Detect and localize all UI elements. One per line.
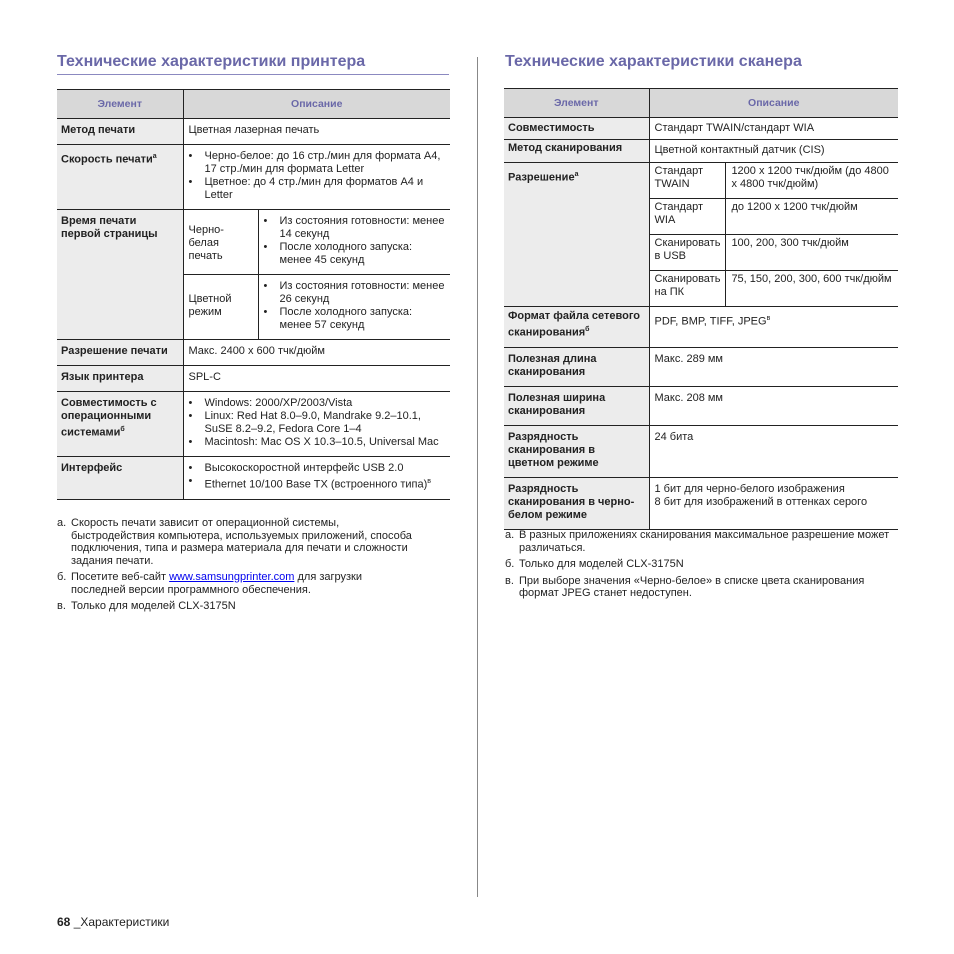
footnote bbox=[57, 517, 417, 567]
footnote-ref: а bbox=[574, 171, 579, 178]
header-description: Описание bbox=[183, 90, 450, 119]
item-key: Черно-белое bbox=[204, 150, 271, 162]
item-text: : до 4 стр./мин для форматов A4 и Letter bbox=[204, 176, 424, 201]
footnote-marker: б. bbox=[505, 558, 515, 570]
footnote-ref: в bbox=[427, 478, 432, 485]
mode-name: Цветной режим bbox=[183, 275, 258, 340]
printer-footnotes bbox=[57, 517, 417, 613]
footnote-text: Скорость печати зависит от операционной системы, быстродействия компьютера, используемых приложений, способа подключения, типа и размера материала для печати и сложности задания печати. bbox=[71, 517, 412, 567]
row-value: Макс. 208 мм bbox=[649, 386, 898, 425]
row-value: Макс. 289 мм bbox=[649, 347, 898, 386]
footnote bbox=[505, 558, 895, 571]
table-row bbox=[504, 307, 898, 348]
sub-value: до 1200 x 1200 тчк/дюйм bbox=[726, 199, 898, 235]
footnote-text: При выборе значения «Черно-белое» в списке цвета сканирования формат JPEG станет недоступен. bbox=[519, 574, 865, 599]
footnote bbox=[505, 529, 895, 554]
column-divider bbox=[477, 57, 478, 897]
row-label: Разрядность сканирования в черно-белом режиме bbox=[504, 477, 649, 529]
row-value: 24 бита bbox=[649, 425, 898, 477]
header-element: Элемент bbox=[504, 89, 649, 118]
row-value: 1 бит для черно-белого изображения bbox=[654, 482, 845, 495]
item-text: : до 16 стр./мин для формата A4, 17 стр./мин для формата Letter bbox=[204, 150, 441, 175]
page-number: 68 bbox=[57, 915, 71, 929]
sub-label: Стандарт TWAIN bbox=[649, 163, 726, 199]
list-item: • Windows: 2000/XP/2003/Vista bbox=[205, 397, 446, 410]
mode-name: Черно-белая печать bbox=[183, 210, 258, 275]
item-key: Цветное bbox=[204, 176, 248, 188]
row-label: Разрядность сканирования в цветном режиме bbox=[504, 425, 649, 477]
row-label: Метод сканирования bbox=[504, 140, 649, 163]
list-item: Ethernet 10/100 Base TX (встроенного типа) bbox=[204, 478, 428, 491]
table-row bbox=[57, 210, 450, 275]
sub-value: 1200 x 1200 тчк/дюйм (до 4800 x 4800 тчк/дюйм) bbox=[726, 163, 898, 199]
table-row bbox=[504, 386, 898, 425]
row-label: Метод печати bbox=[61, 124, 136, 136]
footnote-marker: б. bbox=[57, 571, 67, 583]
table-row bbox=[57, 340, 450, 366]
row-label: Разрешение печати bbox=[57, 340, 183, 366]
scanner-footnotes bbox=[505, 529, 895, 600]
footnote bbox=[505, 575, 895, 600]
footnote-text: Только для моделей CLX-3175N bbox=[71, 600, 236, 612]
row-value: Стандарт TWAIN/стандарт WIA bbox=[649, 118, 898, 140]
row-value: Цветная лазерная печать bbox=[183, 119, 450, 145]
table-row bbox=[57, 119, 450, 145]
table-row bbox=[504, 140, 898, 163]
table-row bbox=[504, 477, 898, 529]
footnote-marker: а. bbox=[57, 517, 67, 529]
list-item: • Linux: Red Hat 8.0–9.0, Mandrake 9.2–10.1, SuSE 8.2–9.2, Fedora Core 1–4 bbox=[205, 410, 446, 436]
row-value: PDF, BMP, TIFF, JPEG bbox=[654, 315, 767, 328]
page-footer bbox=[57, 915, 169, 929]
table-row bbox=[57, 457, 450, 500]
row-label: Полезная ширина сканирования bbox=[504, 386, 649, 425]
sub-value: 100, 200, 300 тчк/дюйм bbox=[726, 235, 898, 271]
footnote-text: В разных приложениях сканирования максимальное разрешение может различаться. bbox=[519, 529, 890, 554]
sub-label: Стандарт WIA bbox=[649, 199, 726, 235]
printer-specs-title: Технические характеристики принтера bbox=[57, 53, 366, 70]
row-value: Макс. 2400 x 600 тчк/дюйм bbox=[183, 340, 450, 366]
printer-specs-table bbox=[57, 89, 450, 500]
header-description: Описание bbox=[649, 89, 898, 118]
list-item: • Высокоскоростной интерфейс USB 2.0 bbox=[205, 462, 446, 475]
row-label: Время печати первой страницы bbox=[61, 215, 158, 240]
footnote-ref: б bbox=[120, 426, 125, 433]
table-row bbox=[504, 163, 898, 199]
row-label: Интерфейс bbox=[57, 457, 183, 500]
footnote-ref: в bbox=[766, 315, 771, 322]
sub-value: 75, 150, 200, 300, 600 тчк/дюйм bbox=[726, 271, 898, 307]
footnote-ref: б bbox=[585, 326, 590, 333]
footnote-marker: а. bbox=[505, 529, 515, 541]
footnote-marker: в. bbox=[57, 600, 66, 612]
table-row bbox=[57, 366, 450, 392]
row-label: Совместимость с операционными системами bbox=[61, 397, 157, 439]
list-item: • После холодного запуска: менее 45 секунд bbox=[280, 241, 446, 267]
samsung-website-link[interactable]: www.samsungprinter.com bbox=[169, 571, 295, 583]
footnote-text: Только для моделей CLX-3175N bbox=[519, 558, 684, 570]
scanner-specs-title: Технические характеристики сканера bbox=[505, 53, 802, 70]
row-value: 8 бит для изображений в оттенках серого bbox=[654, 495, 868, 508]
section-name: _Характеристики bbox=[73, 915, 170, 929]
footnote-marker: в. bbox=[505, 574, 514, 587]
title-underline bbox=[57, 74, 449, 75]
row-label: Совместимость bbox=[504, 118, 649, 140]
row-label: Полезная длина сканирования bbox=[504, 347, 649, 386]
footnote-text: Посетите веб-сайт bbox=[71, 571, 170, 583]
row-label: Язык принтера bbox=[57, 366, 183, 392]
footnote bbox=[57, 571, 417, 596]
table-row bbox=[57, 145, 450, 210]
row-value: SPL-C bbox=[183, 366, 450, 392]
list-item: • Macintosh: Mac OS X 10.3–10.5, Universal Mac bbox=[205, 436, 446, 449]
sub-label: Сканировать в USB bbox=[649, 235, 726, 271]
list-item: • Из состояния готовности: менее 14 секунд bbox=[280, 215, 446, 241]
footnote bbox=[57, 600, 417, 613]
list-item: • После холодного запуска: менее 57 секунд bbox=[280, 306, 446, 332]
footnote-ref: а bbox=[152, 153, 157, 160]
row-label: Скорость печати bbox=[61, 153, 153, 166]
scanner-specs-table bbox=[504, 88, 898, 530]
header-element: Элемент bbox=[57, 90, 183, 119]
table-row bbox=[504, 118, 898, 140]
sub-label: Сканировать на ПК bbox=[649, 271, 726, 307]
footnote-text: для загрузки последней версии программного обеспечения. bbox=[71, 571, 362, 596]
table-row bbox=[504, 425, 898, 477]
row-label: Формат файла сетевого сканирования bbox=[508, 310, 640, 339]
table-row bbox=[57, 392, 450, 457]
row-value: Цветной контактный датчик (CIS) bbox=[649, 140, 898, 163]
table-row bbox=[504, 347, 898, 386]
list-item: • Из состояния готовности: менее 26 секунд bbox=[280, 280, 446, 306]
row-label: Разрешение bbox=[508, 171, 575, 184]
